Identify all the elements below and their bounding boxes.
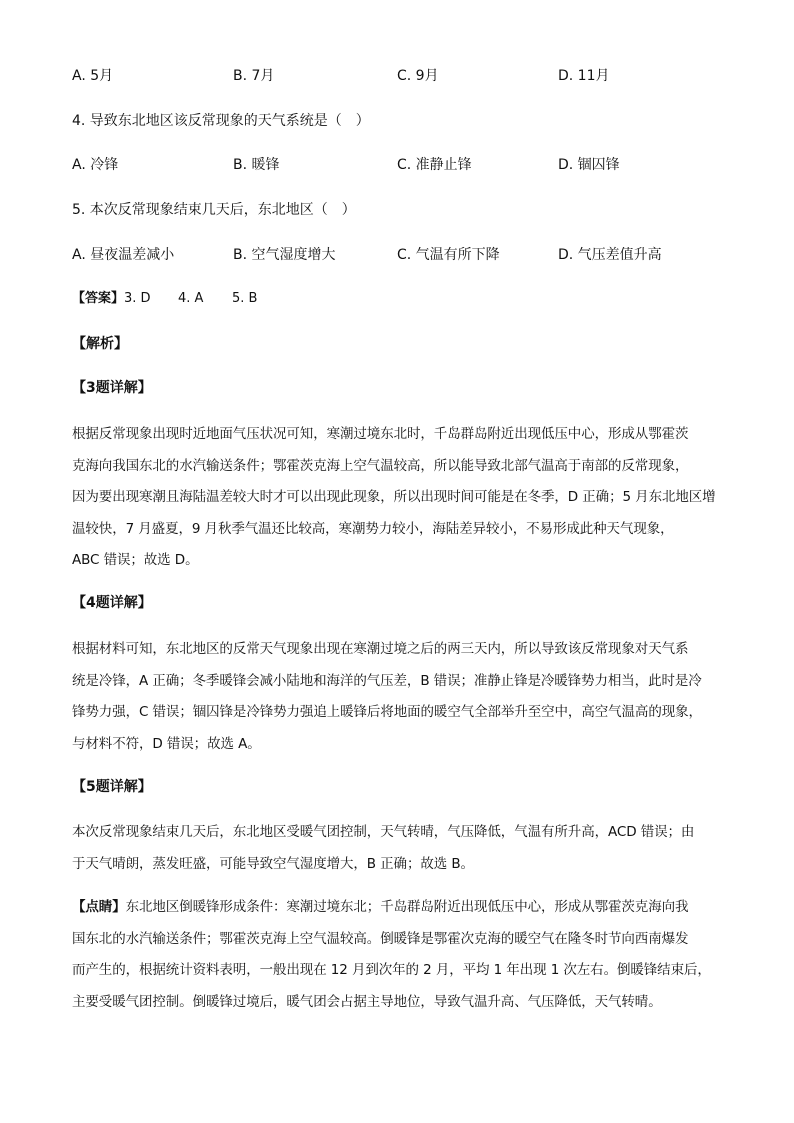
q4-option-c: C. 准静止锋 <box>397 157 472 173</box>
analysis-heading: 【解析】 <box>72 336 128 352</box>
q3-detail-line: ABC 错误；故选 D。 <box>72 552 199 568</box>
q4-detail-line: 锋势力强，C 错误；锢囚锋是冷锋势力强追上暖锋后将地面的暖空气全部举升至空中，高空气温高的现象， <box>72 704 702 720</box>
q5-options <box>72 245 732 265</box>
note-line: 东北地区倒暖锋形成条件：寒潮过境东北；千岛群岛附近出现低压中心，形成从鄂霍茨克海向我 <box>125 899 689 915</box>
q5-option-b: B. 空气湿度增大 <box>233 247 336 263</box>
note-line: 主要受暖气团控制。倒暖锋过境后，暖气团会占据主导地位，导致气温升高、气压降低，天气转晴。 <box>72 993 662 1010</box>
answer-item-3: 3. D <box>124 291 151 306</box>
q4-options <box>72 155 732 175</box>
q3-detail-line: 因为要出现寒潮且海陆温差较大时才可以出现此现象，所以出现时间可能是在冬季，D 正确；5 月东北地区增 <box>72 489 716 505</box>
answer-line <box>72 289 257 309</box>
q4-option-d: D. 锢囚锋 <box>558 157 620 173</box>
q4-detail-line: 统是冷锋，A 正确；冬季暖锋会减小陆地和海洋的气压差，B 错误；准静止锋是冷暖锋势力相当，此时是冷 <box>72 672 702 689</box>
q4-option-a: A. 冷锋 <box>72 157 119 173</box>
note-label: 【点睛】 <box>72 899 126 915</box>
q3-option-b: B. 7月 <box>233 68 275 84</box>
answer-item-5: 5. B <box>232 291 258 306</box>
q5-detail-line: 于天气晴朗，蒸发旺盛，可能导致空气湿度增大，B 正确；故选 B。 <box>72 855 474 872</box>
q4-detail-line: 根据材料可知，东北地区的反常天气现象出现在寒潮过境之后的两三天内，所以导致该反常现象对天气系 <box>72 641 689 657</box>
q5-detail-paragraph <box>72 822 732 885</box>
q3-detail-heading: 【3题详解】 <box>72 380 152 396</box>
q5-option-c: C. 气温有所下降 <box>397 247 500 263</box>
q5-detail-line: 本次反常现象结束几天后，东北地区受暖气团控制，天气转晴，气压降低，气温有所升高，ACD 错误；由 <box>72 824 695 840</box>
q4-detail-heading: 【4题详解】 <box>72 595 152 611</box>
q3-option-a: A. 5月 <box>72 68 114 84</box>
q3-detail-line: 克海向我国东北的水汽输送条件；鄂霍茨克海上空气温较高，所以能导致北部气温高于南部的反常现象， <box>72 457 689 474</box>
q5-option-a: A. 昼夜温差减小 <box>72 247 175 263</box>
q4-detail-line: 与材料不符，D 错误；故选 A。 <box>72 735 261 752</box>
answer-item-4: 4. A <box>178 291 204 306</box>
note-line: 而产生的，根据统计资料表明，一般出现在 12 月到次年的 2 月，平均 1 年出现 1 次左右。倒暖锋结束后， <box>72 962 711 978</box>
answer-label: 【答案】 <box>72 291 125 306</box>
q4-stem: 4. 导致东北地区该反常现象的天气系统是（ ） <box>72 113 370 129</box>
q3-detail-paragraph <box>72 424 732 582</box>
note-line: 国东北的水汽输送条件；鄂霍茨克海上空气温较高。倒暖锋是鄂霍次克海的暖空气在隆冬时节向西南爆发 <box>72 930 689 947</box>
q5-stem: 5. 本次反常现象结束几天后，东北地区（ ） <box>72 202 356 218</box>
q3-options <box>72 66 732 86</box>
q3-option-d: D. 11月 <box>558 68 610 84</box>
q5-detail-heading: 【5题详解】 <box>72 779 152 795</box>
q3-detail-line: 根据反常现象出现时近地面气压状况可知，寒潮过境东北时，千岛群岛附近出现低压中心，形成从鄂霍茨 <box>72 426 689 442</box>
q3-detail-line: 温较快，7 月盛夏，9 月秋季气温还比较高，寒潮势力较小，海陆差异较小，不易形成此种天气现象， <box>72 520 674 537</box>
q4-detail-paragraph <box>72 639 732 765</box>
q5-option-d: D. 气压差值升高 <box>558 247 662 263</box>
q3-option-c: C. 9月 <box>397 68 439 84</box>
note-paragraph <box>72 897 732 1023</box>
q4-option-b: B. 暖锋 <box>233 157 280 173</box>
